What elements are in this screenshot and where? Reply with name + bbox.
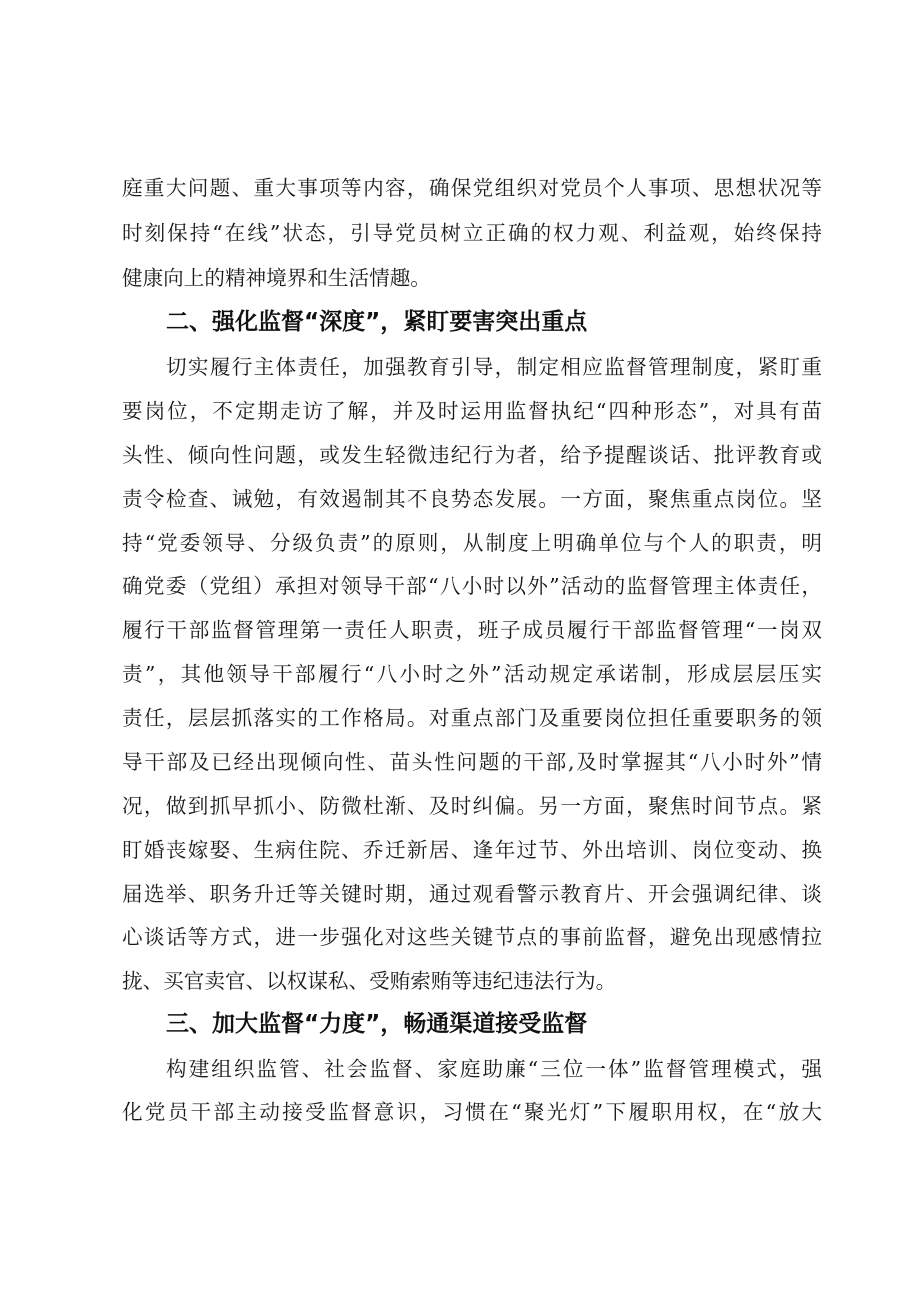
paragraph-line: 况，做到抓早抓小、防微杜渐、及时纠偏。另一方面，聚焦时间节点。紧	[122, 794, 822, 818]
paragraph-line: 责”，其他领导干部履行“八小时之外”活动规定承诺制，形成层层压实	[122, 662, 822, 686]
paragraph-line: 责任，层层抓落实的工作格局。对重点部门及重要岗位担任重要职务的领	[122, 706, 822, 730]
paragraph-line: 届选举、职务升迁等关键时期，通过观看警示教育片、开会强调纪律、谈	[122, 882, 822, 906]
paragraph-line: 确党委（党组）承担对领导干部“八小时以外”活动的监督管理主体责任，	[122, 574, 822, 598]
paragraph-line: 构建组织监管、社会监督、家庭助廉“三位一体”监督管理模式，强	[166, 1057, 822, 1081]
paragraph-line: 化党员干部主动接受监督意识，习惯在“聚光灯”下履职用权，在“放大	[122, 1100, 822, 1124]
paragraph-line: 盯婚丧嫁娶、生病住院、乔迁新居、逢年过节、外出培训、岗位变动、换	[122, 838, 822, 862]
paragraph-line: 头性、倾向性问题，或发生轻微违纪行为者，给予提醒谈话、批评教育或	[122, 443, 822, 467]
paragraph-line: 切实履行主体责任，加强教育引导，制定相应监督管理制度，紧盯重	[166, 355, 822, 379]
paragraph-line: 庭重大问题、重大事项等内容，确保党组织对党员个人事项、思想状况等	[122, 176, 822, 200]
paragraph-line: 心谈话等方式，进一步强化对这些关键节点的事前监督，避免出现感情拉	[122, 925, 822, 949]
paragraph-line: 拢、买官卖官、以权谋私、受贿索贿等违纪违法行为。	[122, 969, 617, 993]
paragraph-line: 持“党委领导、分级负责”的原则，从制度上明确单位与个人的职责，明	[122, 531, 822, 555]
paragraph-line: 时刻保持“在线”状态，引导党员树立正确的权力观、利益观，始终保持	[122, 221, 822, 245]
section-heading-2: 二、强化监督“深度”，紧盯要害突出重点	[166, 309, 588, 335]
paragraph-line: 健康向上的精神境界和生活情趣。	[122, 266, 431, 290]
paragraph-line: 导干部及已经出现倾向性、苗头性问题的干部,及时掌握其“八小时外”情	[122, 750, 822, 774]
paragraph-line: 责令检查、诫勉，有效遏制其不良势态发展。一方面，聚焦重点岗位。坚	[122, 487, 822, 511]
section-heading-3: 三、加大监督“力度”，畅通渠道接受监督	[166, 1011, 588, 1037]
paragraph-line: 要岗位，不定期走访了解，并及时运用监督执纪“四种形态”，对具有苗	[122, 399, 822, 423]
paragraph-line: 履行干部监督管理第一责任人职责，班子成员履行干部监督管理“一岗双	[122, 618, 822, 642]
